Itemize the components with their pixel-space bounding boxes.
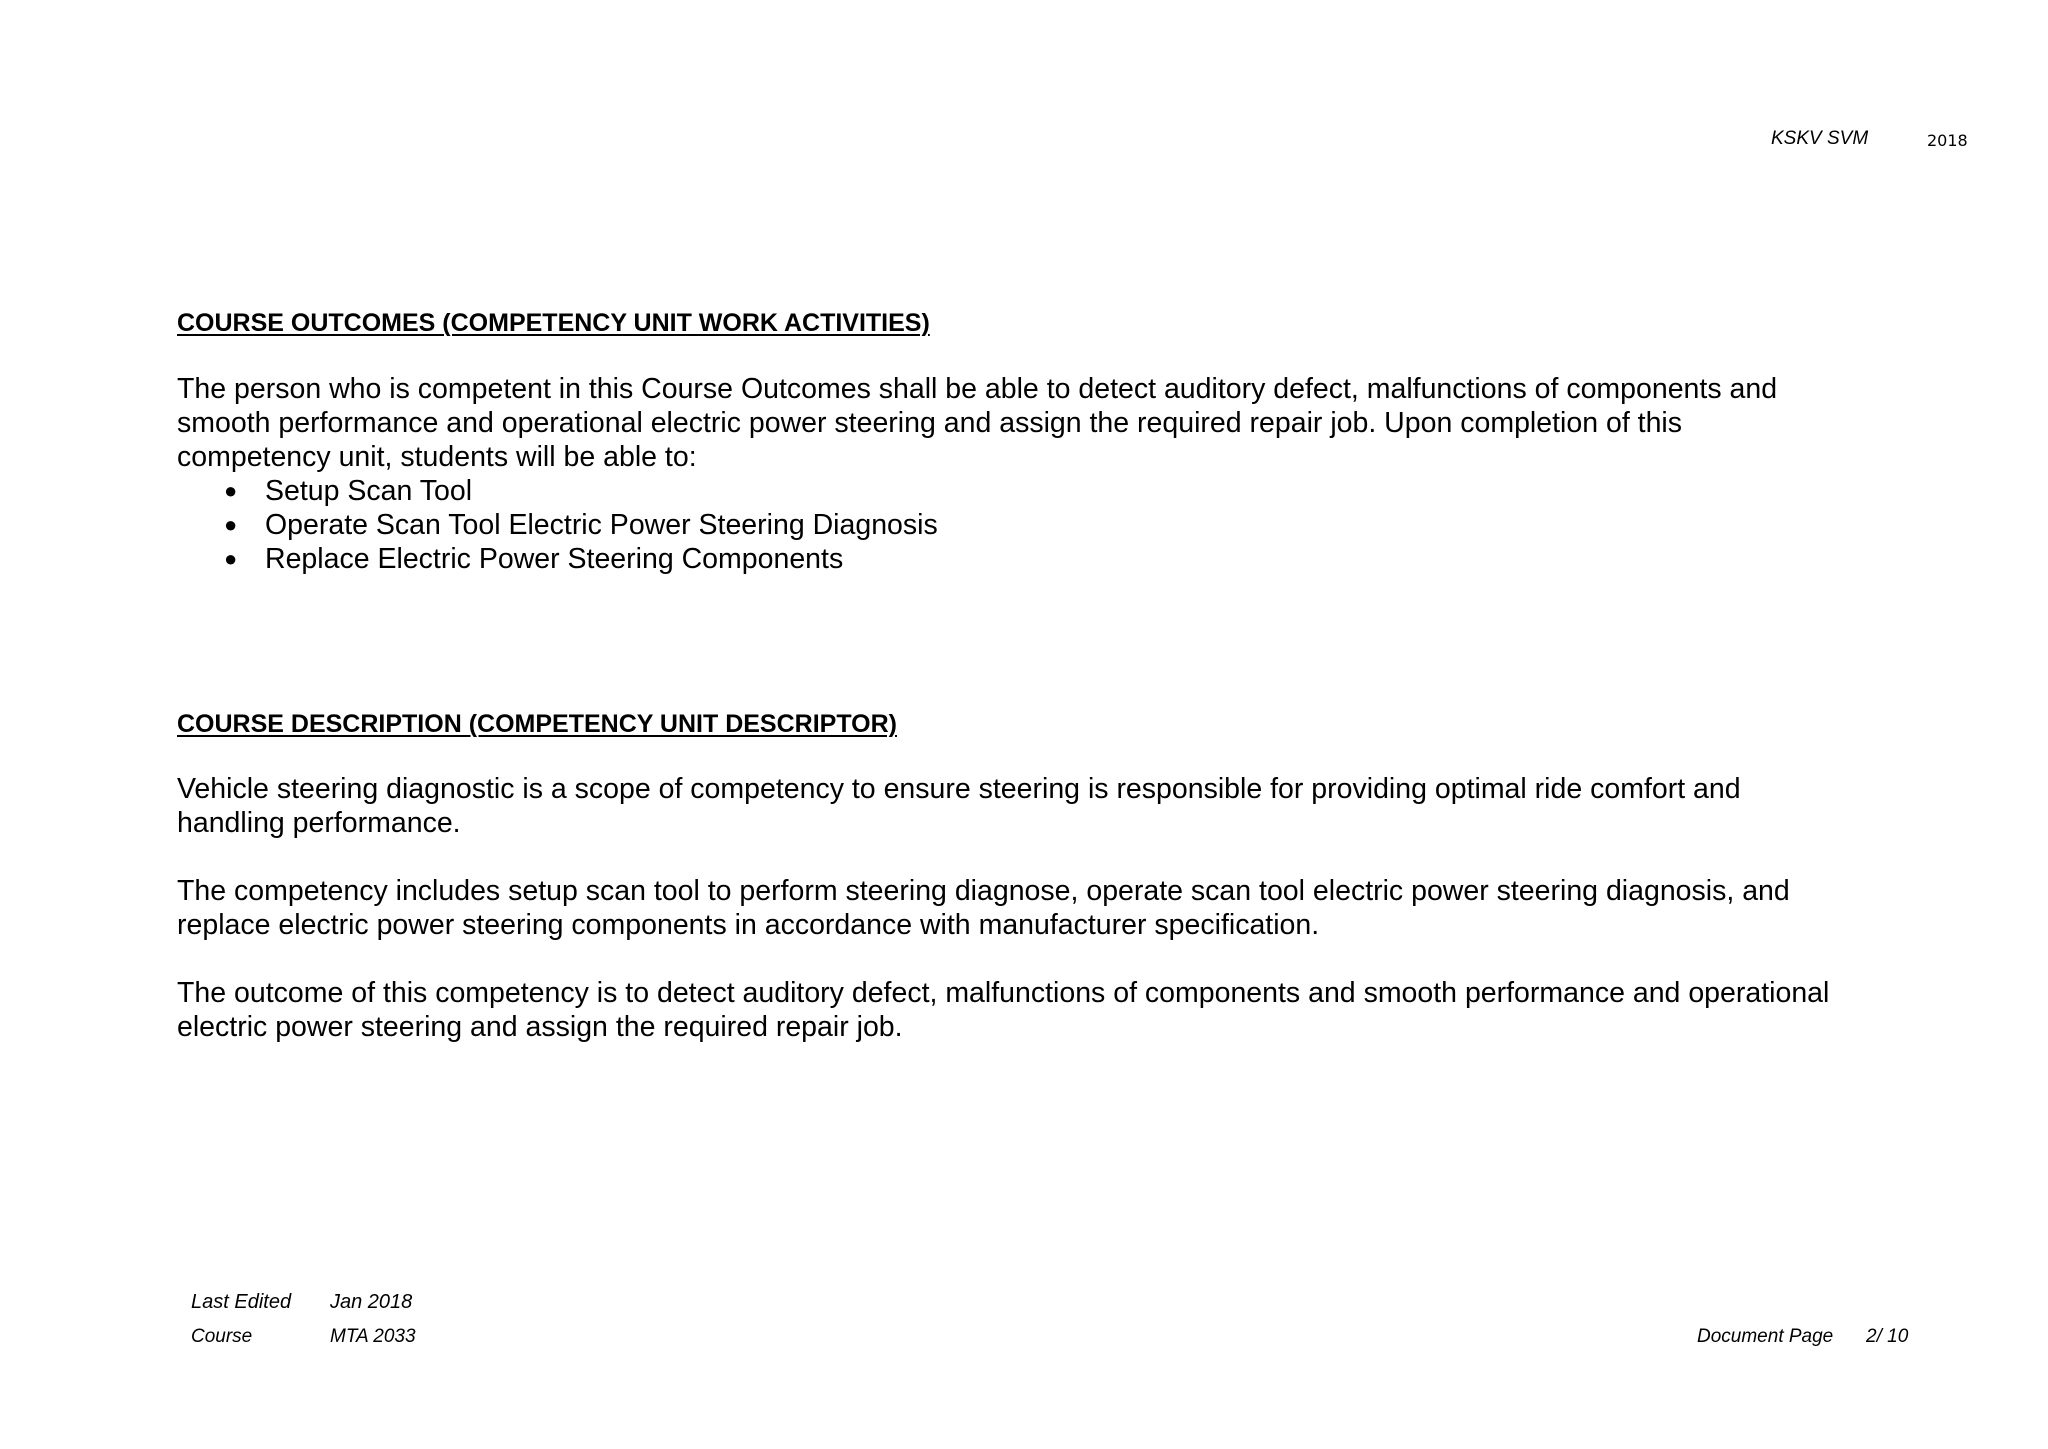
outcomes-intro-line: competency unit, students will be able to:	[177, 441, 697, 473]
bullet-icon: ●	[224, 546, 238, 571]
header-org: KSKV SVM	[1771, 128, 1869, 149]
description-paragraph-2	[177, 874, 1790, 942]
list-item-label: Setup Scan Tool	[265, 475, 473, 507]
outcomes-heading: COURSE OUTCOMES (COMPETENCY UNIT WORK ACTIVITIES)	[177, 309, 930, 337]
paragraph-line: The competency includes setup scan tool to perform steering diagnose, operate scan tool electric power steering diagnosis, and	[177, 875, 1790, 907]
description-paragraph-1	[177, 772, 1741, 840]
outcomes-intro	[177, 372, 1777, 474]
footer-last-edited-label: Last Edited	[191, 1291, 292, 1313]
footer-page-label: Document Page	[1697, 1326, 1834, 1347]
list-item	[177, 474, 938, 508]
bullet-icon: ●	[224, 512, 238, 537]
footer-course-value: MTA 2033	[330, 1326, 416, 1347]
description-heading: COURSE DESCRIPTION (COMPETENCY UNIT DESCRIPTOR)	[177, 710, 897, 738]
outcomes-intro-line: The person who is competent in this Course Outcomes shall be able to detect auditory defect, malfunctions of components and	[177, 373, 1778, 405]
list-item-label: Operate Scan Tool Electric Power Steering Diagnosis	[265, 509, 938, 541]
outcomes-list	[177, 474, 938, 576]
list-item-label: Replace Electric Power Steering Components	[265, 543, 844, 575]
paragraph-line: Vehicle steering diagnostic is a scope of competency to ensure steering is responsible for providing optimal ride comfort and	[177, 773, 1741, 805]
paragraph-line: handling performance.	[177, 807, 461, 839]
footer-page-value: 2/ 10	[1866, 1326, 1909, 1347]
paragraph-line: electric power steering and assign the required repair job.	[177, 1011, 903, 1043]
list-item	[177, 508, 938, 542]
outcomes-intro-line: smooth performance and operational electric power steering and assign the required repair job. Upon completion of this	[177, 407, 1683, 439]
description-paragraph-3	[177, 976, 1829, 1044]
paragraph-line: replace electric power steering components in accordance with manufacturer specification.	[177, 909, 1320, 941]
paragraph-line: The outcome of this competency is to detect auditory defect, malfunctions of components and smooth performance and operational	[177, 977, 1830, 1009]
footer-course-label: Course	[191, 1326, 253, 1347]
list-item	[177, 542, 938, 576]
header-year: 2018	[1927, 131, 1968, 150]
bullet-icon: ●	[224, 478, 238, 503]
footer-last-edited-value: Jan 2018	[330, 1291, 413, 1313]
